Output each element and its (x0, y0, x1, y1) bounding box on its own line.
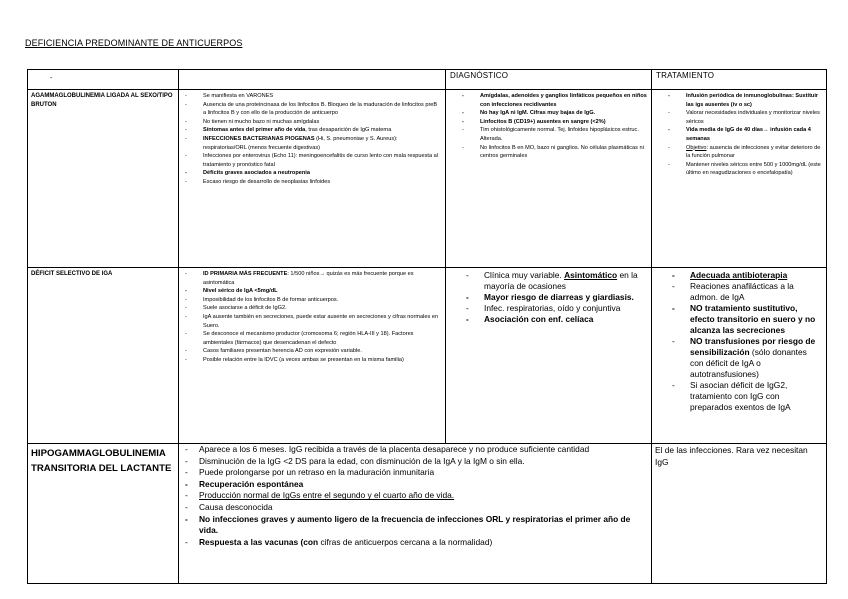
list-item: - Se desconoce el mecanismo productor (cromosoma 6; región HLA-III y 18). Factores ambientales (fármacos) que desencadenan el defecto (203, 330, 439, 347)
table-row (28, 268, 827, 444)
list-item: - Posible relación entre la IDVC (a veces ambas se presentan en la misma familia) (203, 356, 439, 365)
list-item: - Escaso riesgo de desarrollo de neoplasias linfoides (203, 178, 439, 187)
list-item: - Tim ohistológicamente normal. Tej. linfoides hipoplásicos estruc. Alterada. (480, 126, 647, 143)
antibody-deficiency-table (27, 69, 827, 584)
list-item: - No hay IgA ni IgM. Cifras muy bajas de IgG. (480, 109, 647, 118)
list-item: - Clínica muy variable. Asintomático en la mayoría de ocasiones (484, 270, 647, 292)
list-item: - Mayor riesgo de diarreas y giardiasis. (484, 292, 647, 303)
list-item: - Se manifiesta en VARONES (203, 92, 439, 101)
header-diagnosis: DIAGNÓSTICO (446, 70, 652, 90)
list-item: - Suele asociarse a déficit de IgG2. (203, 304, 439, 313)
disease-name: DÉFICIT SELECTIVO DE IGA (28, 268, 179, 444)
list-item: - Disminución de la IgG <2 DS para la edad, con disminución de la IgA y la IgM o sin ella. (199, 456, 647, 468)
list-item: - Síntomas antes del primer año de vida, tras desaparición de IgG materna (203, 126, 439, 135)
list-item: - Si asocian déficit de IgG2, tratamiento con IgG con preparados exentos de IgA (690, 380, 822, 413)
features-cell (179, 268, 446, 444)
list-item: - Casos familiares presentan herencia AD con expresión variable. (203, 347, 439, 356)
list-item: - Recuperación espontánea (199, 479, 647, 491)
list-item: - Asociación con enf. celíaca (484, 314, 647, 325)
list-item: - Reaciones anafilácticas a la admon. de IgA (690, 281, 822, 303)
list-item: - Adecuada antibioterapia (690, 270, 822, 281)
header-treatment: TRATAMIENTO (652, 70, 827, 90)
table-row (28, 444, 827, 584)
features-cell (179, 444, 652, 584)
disease-name: HIPOGAMMAGLOBULINEMIA TRANSITORIA DEL LACTANTE (28, 444, 179, 584)
list-item: - Objetivo: ausencia de infecciones y evitar deterioro de la función pulmonar (686, 144, 822, 161)
disease-name: AGAMMAGLOBULINEMIA LIGADA AL SEXO/TIPO BRUTON (28, 90, 179, 268)
list-item: - Causa desconocida (199, 502, 647, 514)
treatment-cell: El de las infecciones. Rara vez necesitan IgG (652, 444, 827, 584)
treatment-cell (652, 90, 827, 268)
list-item: - Aparece a los 6 meses. IgG recibida a través de la placenta desaparece y no produce suficiente cantidad (199, 444, 647, 456)
page-title: DEFICIENCIA PREDOMINANTE DE ANTICUERPOS (25, 38, 243, 48)
list-item: - Respuesta a las vacunas (con cifras de anticuerpos cercana a la normalidad) (199, 537, 647, 549)
list-item: - Ausencia de una proteincinasa de los linfocitos B. Bloqueo de la maduración de linfocitos preB a linfocitos B y con ello de la producción de anticuerpo (203, 101, 439, 118)
list-item: - No tienen ni mucho bazo ni muchas amígdalas (203, 118, 439, 127)
list-item: - NO transfusiones por riesgo de sensibilización (sólo donantes con déficit de IgA o autotransfusiones) (690, 336, 822, 380)
features-cell (179, 90, 446, 268)
list-item: - IgA ausente también en secreciones, puede estar ausente en secreciones y cifras normales en Suero. (203, 313, 439, 330)
list-item: - Imposibilidad de los linfocitos B de formar anticuerpos. (203, 296, 439, 305)
header-col1: - (28, 70, 179, 90)
list-item: - Déficits graves asociados a neutropenia (203, 169, 439, 178)
diagnosis-cell (446, 90, 652, 268)
list-item: - INFECCIONES BACTERIANAS PIOGENAS (Hi, S. pneumoniae y S. Aureus): respiratorias/ORL (menos frecuente digestivas) (203, 135, 439, 152)
list-item: - Infusión periódica de inmunoglobulinas: Sustituir las igs ausentes (iv o sc) (686, 92, 822, 109)
list-item: - Linfocitos B (CD19+) ausentes en sangre (<2%) (480, 118, 647, 127)
list-item: - ID PRIMARIA MÁS FRECUENTE: 1/500 niños→ quizás es más frecuente porque es asintomática (203, 270, 439, 287)
list-item: - Nivel sérico de IgA <5mg/dL (203, 287, 439, 296)
list-item: - Amígdalas, adenoides y ganglios linfáticos pequeños en niños con infecciones recidivantes (480, 92, 647, 109)
list-item: - Producción normal de IgGs entre el segundo y el cuarto año de vida. (199, 490, 647, 502)
list-item: - Puede prolongarse por un retraso en la maduración inmunitaria (199, 467, 647, 479)
list-item: - Infecciones por enterovirus (Echo 11): meningoencefalitis de curso lento con mala respuesta al tratamiento y pronóstico fatal (203, 152, 439, 169)
list-item: - NO tratamiento sustitutivo, efecto transitorio en suero y no alcanza las secreciones (690, 303, 822, 336)
header-col2 (179, 70, 446, 90)
header-row (28, 70, 827, 90)
list-item: - Infec. respiratorias, oído y conjuntiva (484, 303, 647, 314)
diagnosis-cell (446, 268, 652, 444)
list-item: - No linfocitos B en MO, bazo ni ganglios. No células plasmáticas ni centros germinales (480, 144, 647, 161)
list-item: - Mantener niveles séricos entre 500 y 1000mg/dL (este último en reagudizaciones o encefalopatía) (686, 161, 822, 178)
list-item: - No infecciones graves y aumento ligero de la frecuencia de infecciones ORL y respiratorias el primer año de vida. (199, 514, 647, 537)
table-row (28, 90, 827, 268)
list-item: - Vida media de IgG de 40 días→ infusión cada 4 semanas (686, 126, 822, 143)
treatment-cell (652, 268, 827, 444)
list-item: - Valorar necesidades individuales y monitorizar niveles séricos (686, 109, 822, 126)
